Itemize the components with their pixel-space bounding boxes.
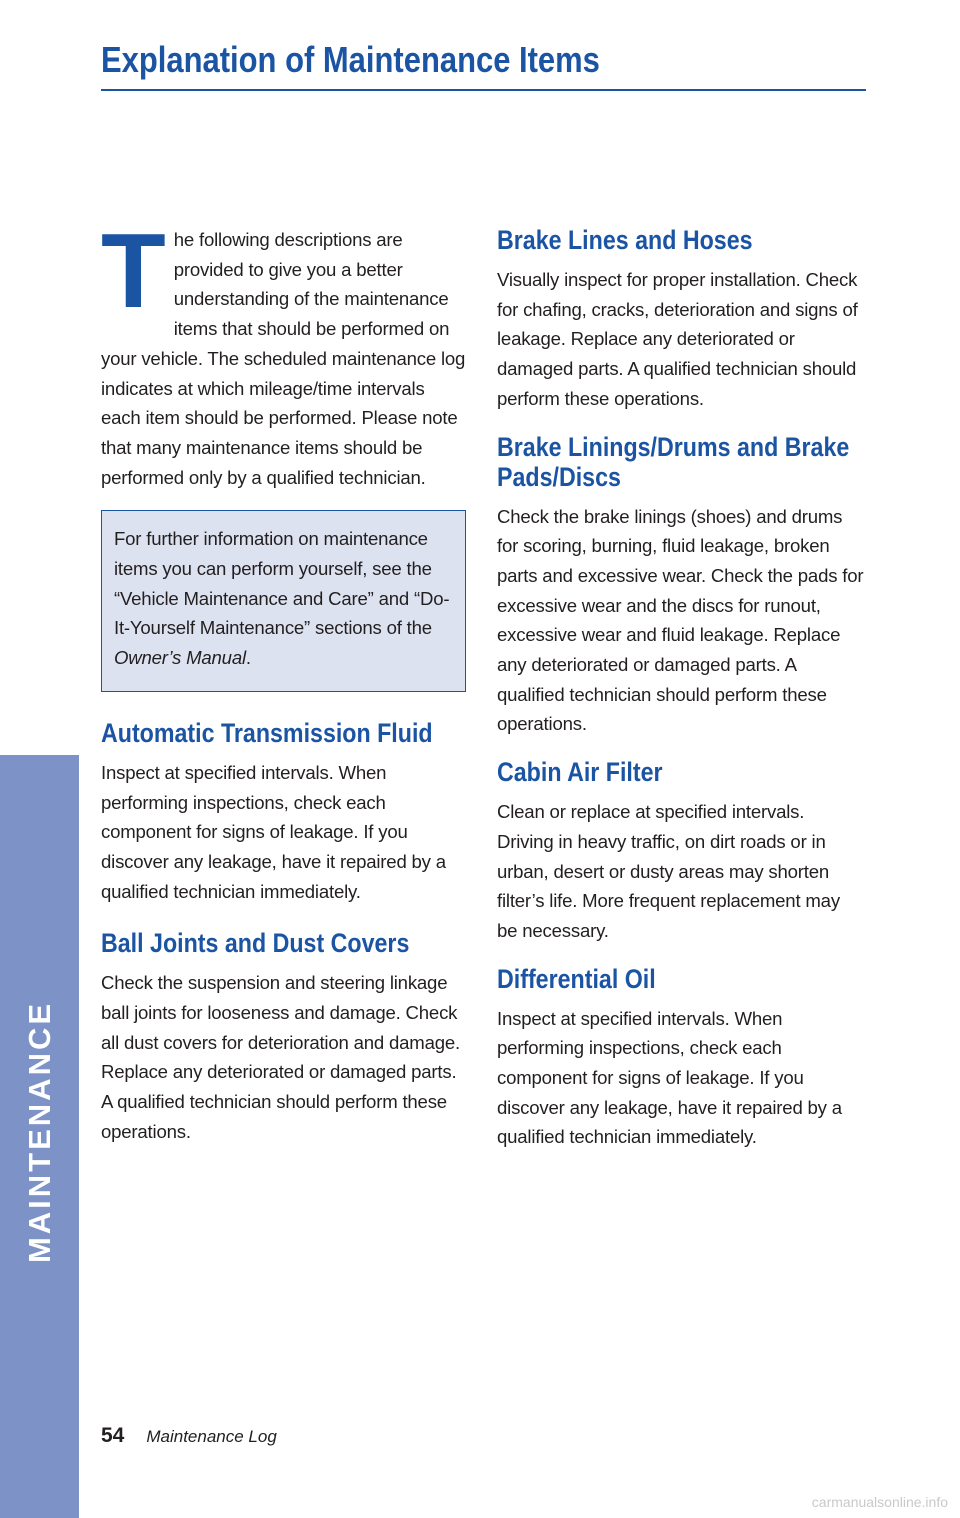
drop-cap: T bbox=[101, 212, 166, 330]
right-column bbox=[497, 225, 865, 1152]
intro-text: he following descriptions are provided to give you a better understanding of the maintenance items that should be performed on your vehicle. The scheduled maintenance log indicates at which mileage/time intervals each item should be performed. Please note that many maintenance items should be performed only by a qualified technician. bbox=[101, 229, 466, 488]
section-body: Inspect at specified intervals. When performing inspections, check each component for signs of leakage. If you discover any leakage, have it repaired by a qualified technician immediately. bbox=[101, 761, 446, 902]
page-title: Explanation of Maintenance Items bbox=[101, 39, 600, 80]
section-brake-lines-hoses bbox=[497, 225, 865, 414]
note-text-main: For further information on maintenance items you can perform yourself, see the “Vehicle Maintenance and Care” and “Do-It-Yourself Maintenance” sections of the bbox=[114, 528, 450, 639]
note-manual-title: Owner’s Manual bbox=[114, 647, 246, 669]
section-automatic-transmission-fluid bbox=[101, 718, 469, 907]
section-body: Check the brake linings (shoes) and drums for scoring, burning, fluid leakage, broken parts and excessive wear. Check the pads for excessive wear and the discs for runout, excessive wear and fluid leakage. Replace any deteriorated or damaged parts. A qualified technician should perform these operations. bbox=[497, 505, 864, 735]
section-heading: Cabin Air Filter bbox=[497, 757, 663, 788]
section-body: Check the suspension and steering linkage ball joints for looseness and damage. Check all dust covers for deterioration and damage. Replace any deteriorated or damaged parts. A qualified technician should perform these operations. bbox=[101, 972, 460, 1142]
section-heading: Ball Joints and Dust Covers bbox=[101, 928, 410, 959]
note-text-end: . bbox=[245, 647, 251, 669]
note-text bbox=[114, 524, 465, 673]
section-body: Clean or replace at specified intervals. Driving in heavy traffic, on dirt roads or in urban, desert or dusty areas may shorten filter’s life. More frequent replacement may be necessary. bbox=[497, 801, 840, 941]
section-cabin-air-filter bbox=[497, 757, 865, 946]
section-heading: Brake Lines and Hoses bbox=[497, 225, 753, 255]
section-brake-linings-pads bbox=[497, 432, 865, 740]
section-body: Inspect at specified intervals. When performing inspections, check each component for signs of leakage. If you discover any leakage, have it repaired by a qualified technician immediately. bbox=[497, 1007, 842, 1148]
section-heading: Brake Linings/Drums and Brake Pads/Discs bbox=[497, 431, 850, 492]
section-ball-joints-dust-covers bbox=[101, 928, 469, 1146]
footer-label: Maintenance Log bbox=[146, 1427, 277, 1446]
note-box bbox=[101, 510, 466, 692]
section-differential-oil bbox=[497, 964, 865, 1153]
section-body: Visually inspect for proper installation. Check for chafing, cracks, deterioration and signs of leakage. Replace any deteriorated or damaged parts. A qualified technician should perform these operations. bbox=[497, 269, 858, 409]
page-footer bbox=[101, 1424, 277, 1448]
page-number: 54 bbox=[101, 1424, 125, 1447]
intro-paragraph bbox=[101, 212, 469, 492]
left-column bbox=[101, 212, 469, 1147]
sidebar-label: MAINTENANCE bbox=[22, 1000, 57, 1264]
section-heading: Differential Oil bbox=[497, 963, 656, 994]
title-divider bbox=[101, 89, 866, 91]
watermark: carmanualsonline.info bbox=[811, 1494, 948, 1510]
section-heading: Automatic Transmission Fluid bbox=[101, 717, 433, 748]
